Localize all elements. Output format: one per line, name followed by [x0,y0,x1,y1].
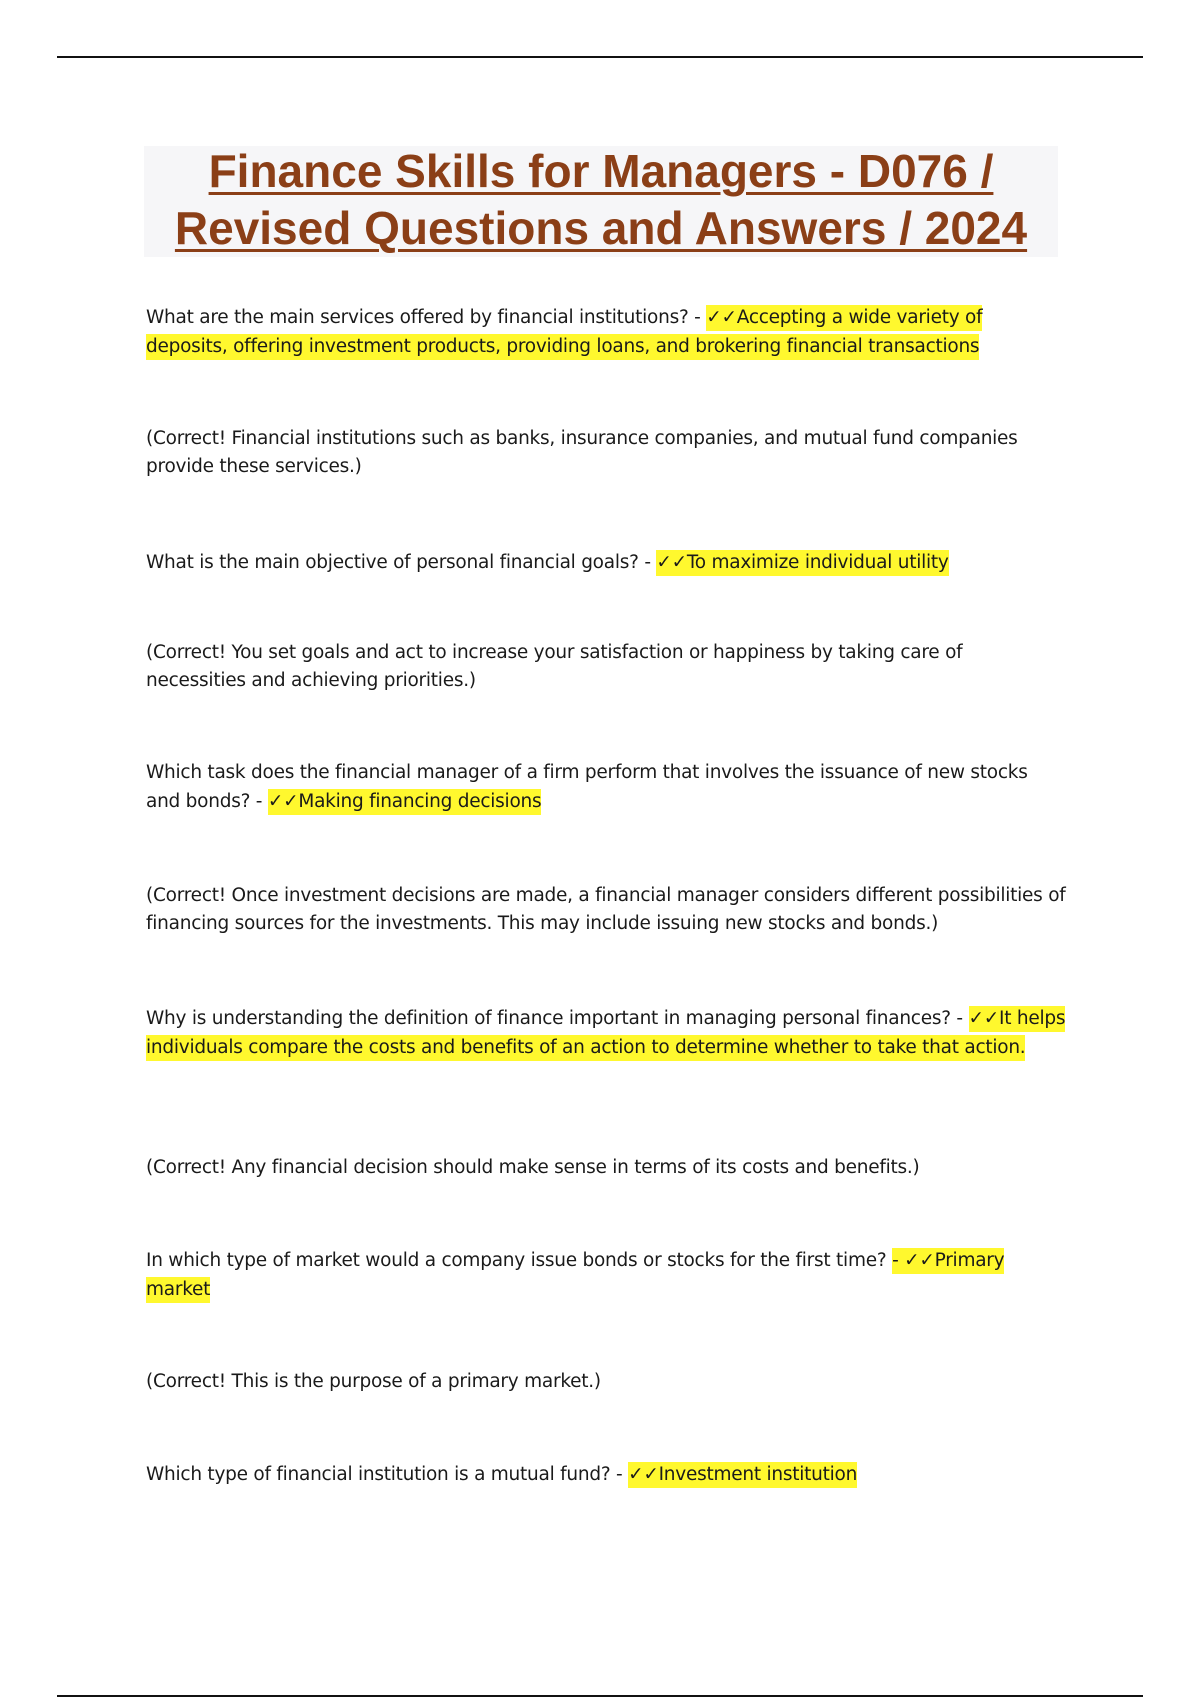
answer-highlight: ✓✓To maximize individual utility [656,550,948,576]
document-title [144,143,1058,257]
explanation-5: (Correct! This is the purpose of a primary market.) [146,1371,601,1392]
answer-highlight: ✓✓Making financing decisions [268,789,542,815]
title-line-1: Finance Skills for Managers - D076 / [208,145,994,197]
explanation-1: (Correct! Financial institutions such as banks, insurance companies, and mutual fund companies provide these services.) [146,428,1018,477]
explanation-4: (Correct! Any financial decision should make sense in terms of its costs and benefits.) [146,1157,920,1178]
question-3 [146,758,1066,816]
question-6 [146,1460,1066,1489]
question-1 [146,303,1066,361]
answer-highlight: ✓✓Accepting a wide variety of deposits, offering investment products, providing loans, and brokering financial transactions [146,305,982,360]
top-rule [57,56,1143,58]
question-text: What are the main services offered by financial institutions? - [146,307,707,328]
explanation-2: (Correct! You set goals and act to increase your satisfaction or happiness by taking care of necessities and achieving priorities.) [146,642,963,691]
explanation-3: (Correct! Once investment decisions are made, a financial manager considers different possibilities of financing sources for the investments. This may include issuing new stocks and bonds.) [146,885,1066,934]
answer-highlight: - ✓✓Primary market [146,1248,1004,1303]
question-text: Which task does the financial manager of a firm perform that involves the issuance of new stocks and bonds? - [146,762,1028,812]
question-text: Why is understanding the definition of finance important in managing personal finances? - [146,1008,969,1029]
question-text: Which type of financial institution is a mutual fund? - [146,1464,629,1485]
title-line-2: Revised Questions and Answers / 2024 [174,202,1028,254]
question-text: In which type of market would a company issue bonds or stocks for the first time? [146,1250,893,1271]
question-text: What is the main objective of personal financial goals? - [146,552,657,573]
answer-highlight: ✓✓It helps individuals compare the costs and benefits of an action to determine whether to take that action. [146,1006,1065,1061]
bottom-rule [57,1695,1143,1697]
question-4 [146,1004,1066,1062]
answer-highlight: ✓✓Investment institution [628,1462,857,1488]
question-2 [146,548,1066,577]
question-5 [146,1246,1066,1304]
